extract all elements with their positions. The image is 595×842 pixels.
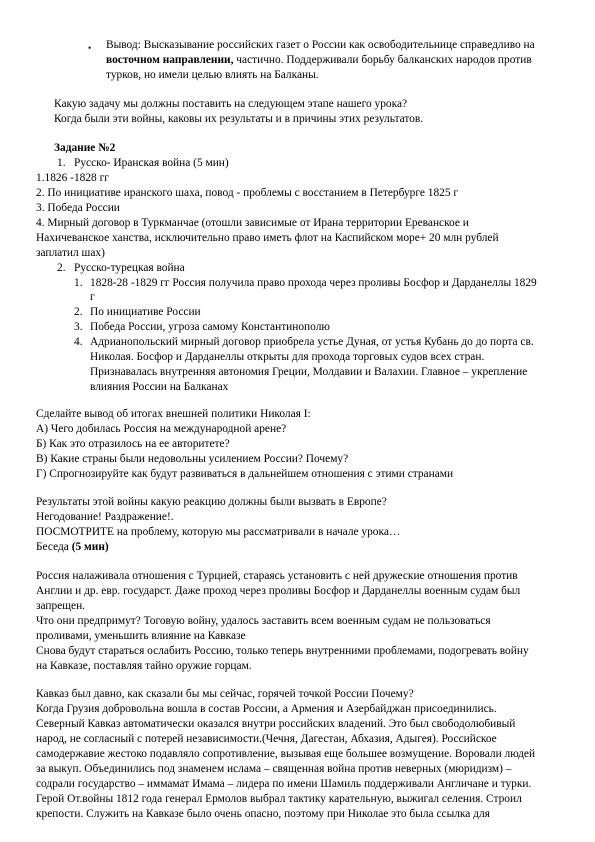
reaction-line: Негодование! Раздражение!.	[36, 511, 174, 523]
turkey-paragraph-line: запрещен.	[36, 600, 86, 612]
task-title	[54, 141, 115, 156]
intro-question: Какую задачу мы должны поставить на следующем этапе нашего урока?	[54, 98, 408, 110]
war2-item-number: 3.	[74, 321, 83, 333]
caucasus-paragraph-line: Герой От.войны 1812 года генерал Ермолов выбрал тактику карательную, выжигал селения. Строил	[36, 793, 522, 805]
summary-question: Сделайте вывод об итогах внешней политики Николая I:	[36, 408, 311, 420]
war1-line: Нахичеванское ханства, исключительно право иметь флот на Каспийском море+ 20 млн рублей	[36, 232, 499, 244]
war1-number: 1.	[57, 157, 66, 169]
turkey-paragraph-line: проливами, уменьшить влияние на Кавказе	[36, 630, 246, 642]
turkey-paragraph-line: Англии и др. евр. государст. Даже проход через проливы Босфор и Дарданеллы военным судам был	[36, 585, 521, 597]
war1-line: 1.1826 -1828 гг	[36, 172, 109, 184]
talk-duration: (5 мин)	[71, 541, 109, 553]
war1-line: 2. По инициативе иранского шаха, повод - проблемы с восстанием в Петербурге 1825 г	[36, 187, 459, 199]
summary-question: Б) Как это отразилось на ее авторитете?	[36, 438, 230, 450]
talk-line	[36, 540, 109, 555]
conclusion-bold-text: восточном направлении,	[106, 54, 234, 66]
war2-item-number: 2.	[74, 306, 83, 318]
war2-item-number: 4.	[74, 336, 83, 348]
war1-title: Русско- Иранская война (5 мин)	[74, 157, 229, 169]
caucasus-paragraph-line: Когда Грузия добровольна вошла в состав России, а Армения и Азербайджан присоединились.	[36, 703, 497, 715]
war2-item-number: 1.	[74, 277, 83, 289]
war2-number: 2.	[57, 262, 66, 274]
war1-line: заплатил шах)	[36, 247, 105, 259]
caucasus-paragraph-line: самодержавие жестоко подавляло сопротивление, вызывая еще большее возмущение. Воровали людей	[36, 748, 536, 760]
bullet-icon: •	[88, 43, 92, 53]
caucasus-paragraph-line: народ, не согласный с потерей независимости.(Чечня, Дагестан, Абхазия, Адыгея). Российское	[36, 733, 497, 745]
war1-line: 4. Мирный договор в Туркманчае (отошли зависимые от Ирана территории Ереванское и	[36, 217, 469, 229]
conclusion-line: Вывод: Высказывание российских газет о России как освободительнице справедливо на	[106, 39, 535, 51]
caucasus-paragraph-line: крепости. Служить на Кавказе было очень опасно, поэтому при Николае это была ссылка для	[36, 808, 490, 820]
turkey-paragraph-line: Что они предпримут? Тоговую войну, удалось заставить всем военным судам не пользоваться	[36, 615, 491, 627]
turkey-paragraph-line: Россия налаживала отношения с Турцией, стараясь установить с ней дружеские отношения против	[36, 570, 518, 582]
reaction-line: ПОСМОТРИТЕ на проблему, которую мы рассматривали в начале урока…	[36, 526, 401, 538]
caucasus-paragraph-line: Северный Кавказ автоматически оказался внутри российских владений. Это был свободолюбивый	[36, 718, 516, 730]
turkey-paragraph-line: на Кавказе, поставляя тайно оружие горцам.	[36, 660, 252, 672]
war2-item-line: Победа России, угроза самому Константинополю	[90, 321, 330, 333]
caucasus-paragraph-line: содрали государство – иммамат Имама – лидера по имени Шамиль поддерживали Англичане и турки.	[36, 778, 532, 790]
war2-item-line: Николая. Босфор и Дарданеллы открыты для прохода торговых судов всех стран.	[90, 351, 485, 363]
war1-line: 3. Победа России	[36, 202, 120, 214]
war2-item-line: влияния России на Балканах	[90, 381, 229, 393]
summary-question: Г) Спрогнозируйте как будут развиваться в дальнейшем отношения с этими странами	[36, 468, 454, 480]
summary-question: А) Чего добилась Россия на международной арене?	[36, 423, 287, 435]
task-title-text: Задание №2	[54, 142, 116, 154]
war2-item-line: Адрианопольский мирный договор приобрела устье Дуная, от устья Кубань до до порта св.	[90, 336, 534, 348]
conclusion-line: турков, но имели целью влиять на Балканы.	[106, 69, 319, 81]
war2-item-line: По инициативе России	[90, 306, 201, 318]
intro-question: Когда были эти войны, каковы их результаты и в причины этих результатов.	[54, 113, 424, 125]
war2-title: Русско-турецкая война	[74, 262, 185, 274]
war2-item-line: Признавалась внутренняя автономия Греции, Молдавии и Валахии. Главное – укрепление	[90, 366, 528, 378]
war2-item-line: 1828-28 -1829 гг Россия получила право прохода через проливы Босфор и Дарданеллы 1829	[90, 277, 537, 289]
conclusion-text: частично. Поддерживали борьбу балканских народов против	[233, 54, 532, 66]
talk-label: Беседа	[36, 541, 72, 553]
summary-question: В) Какие страны были недовольны усилением России? Почему?	[36, 453, 349, 465]
conclusion-line	[106, 53, 532, 68]
turkey-paragraph-line: Снова будут стараться ослабить Россию, только теперь внутренними проблемами, подогревать войну	[36, 645, 529, 657]
caucasus-paragraph-line: за выкуп. Объединились под знаменем ислама – священная война против неверных (мюридизм) –	[36, 763, 512, 775]
war2-item-line: г	[90, 291, 95, 303]
caucasus-paragraph-line: Кавказ был давно, как сказали бы мы сейчас, горячей точкой России Почему?	[36, 688, 414, 700]
reaction-line: Результаты этой войны какую реакцию должны были вызвать в Европе?	[36, 496, 387, 508]
